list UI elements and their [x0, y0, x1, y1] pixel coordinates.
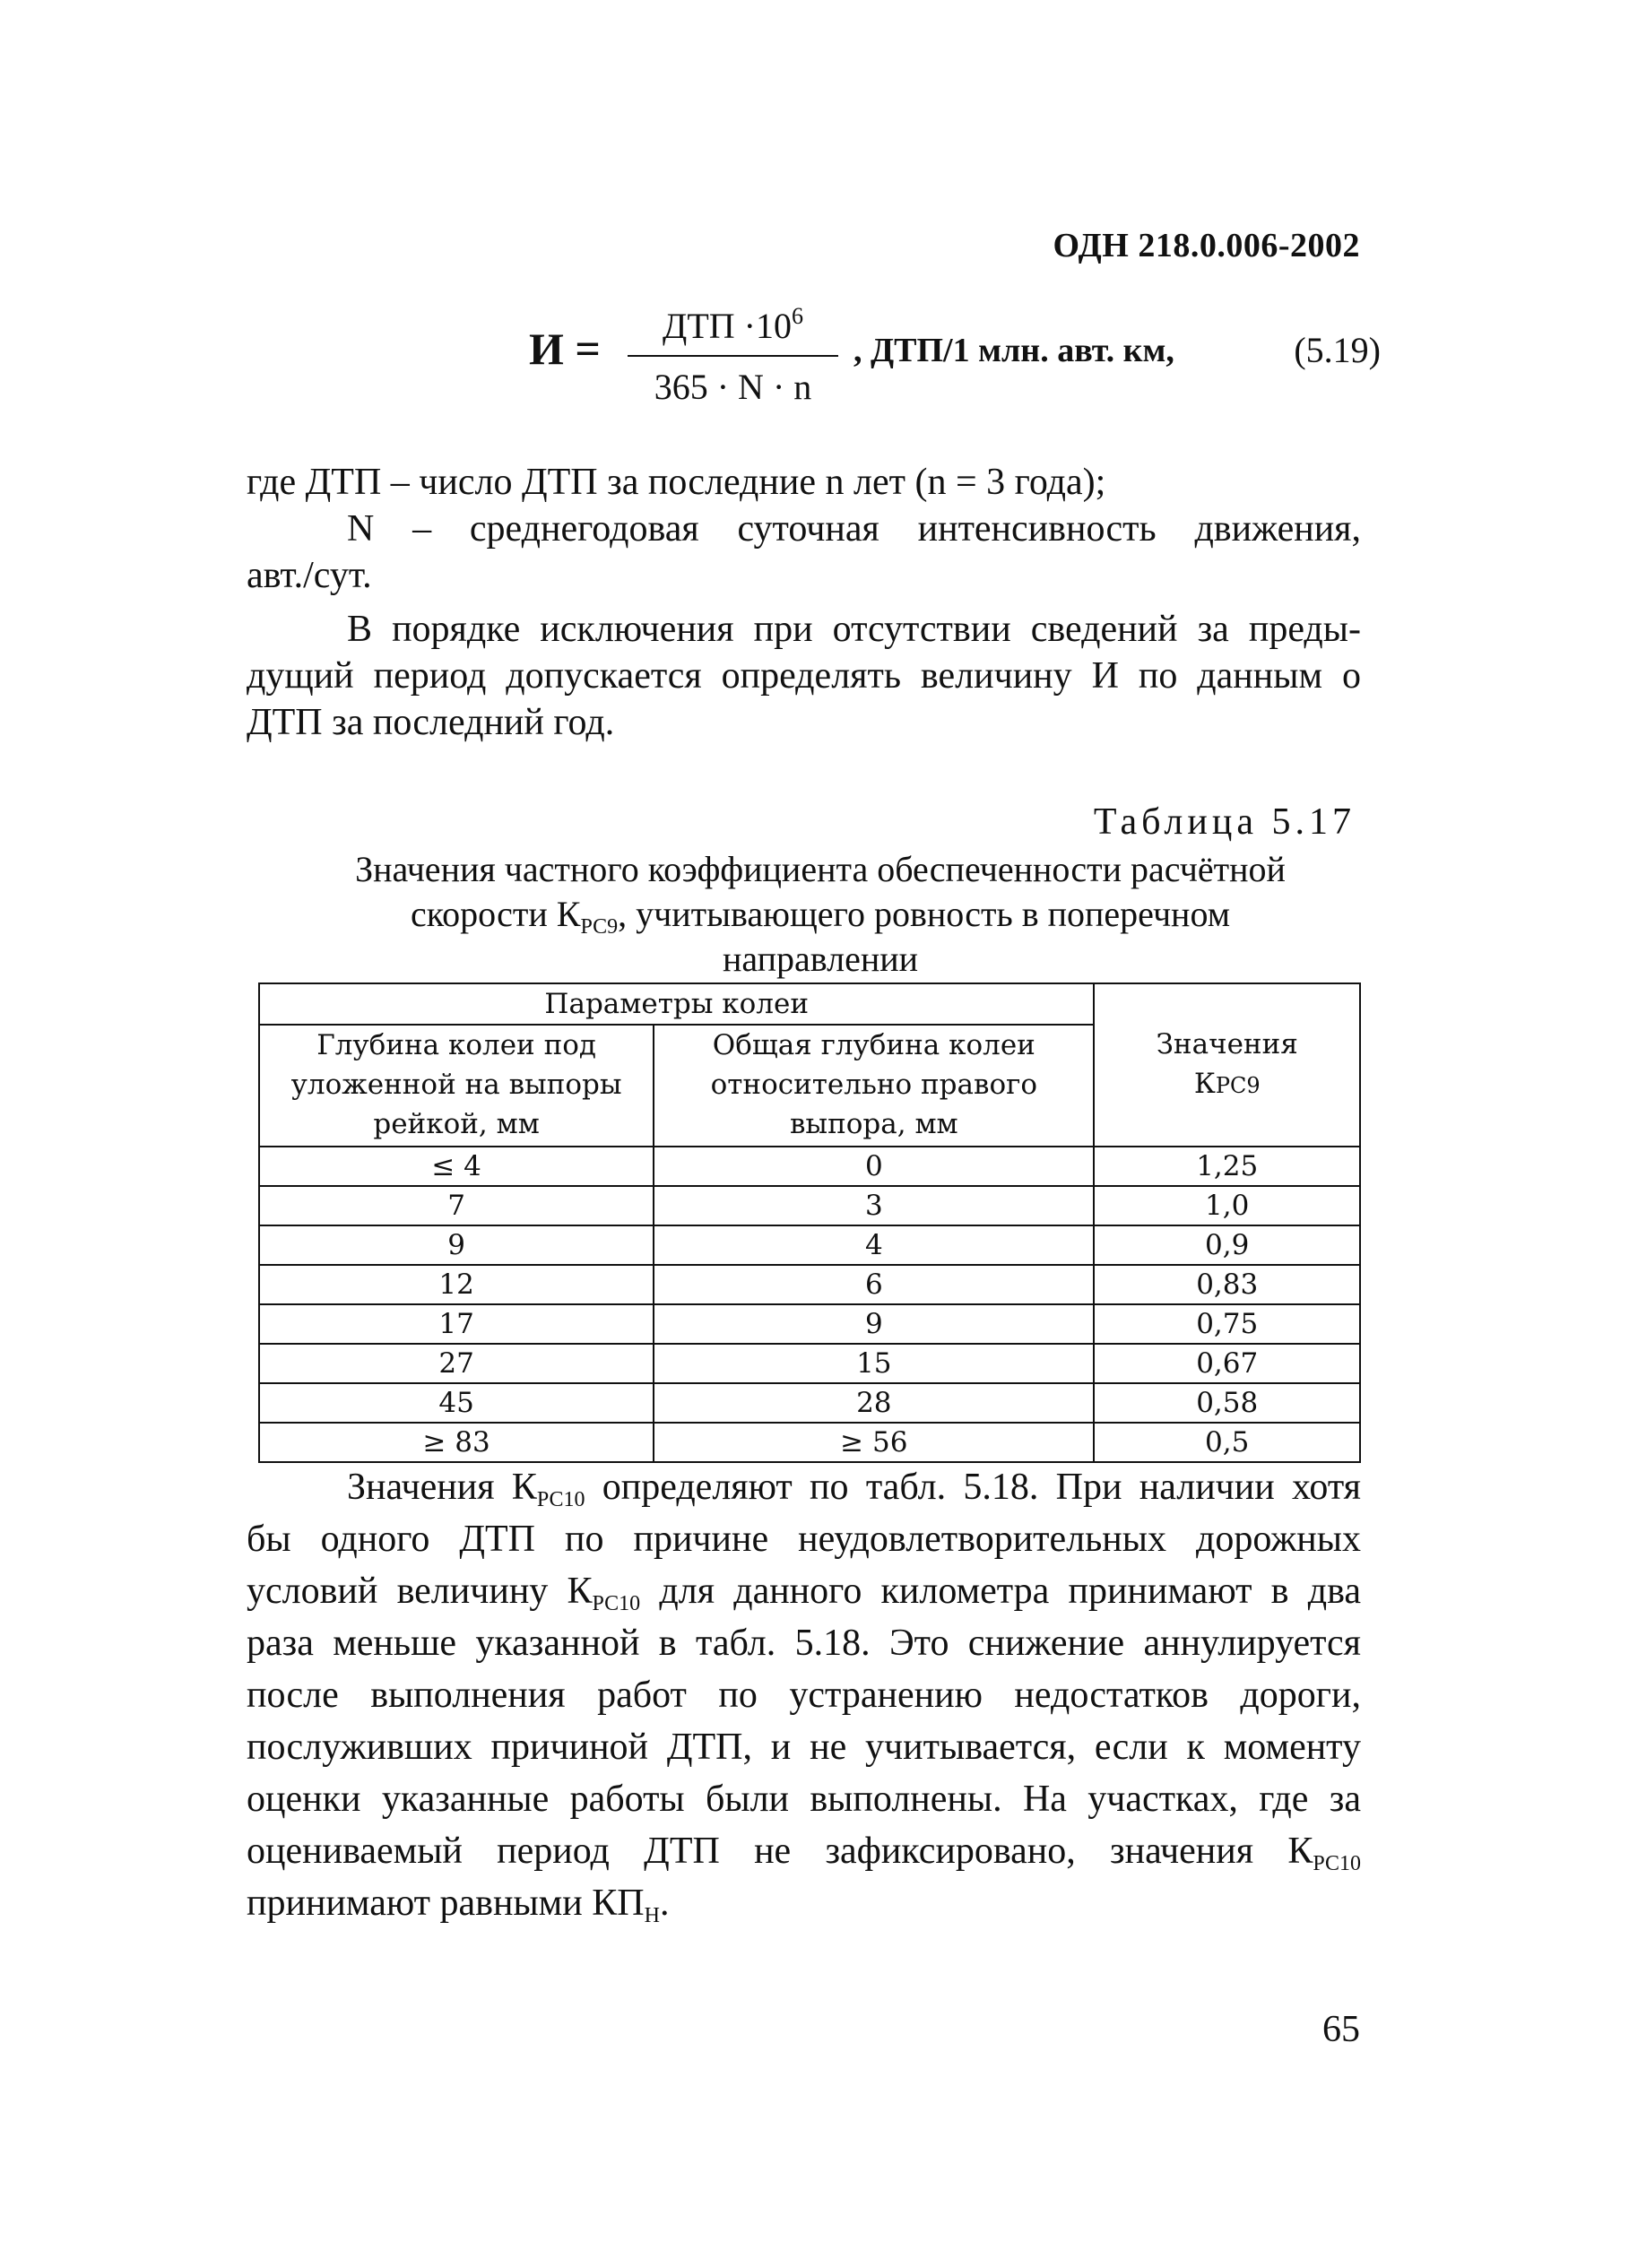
table-caption: Таблица 5.17	[1093, 801, 1356, 843]
table-row: 7 3 1,0	[259, 1186, 1360, 1225]
paragraph-line: раза меньше указанной в табл. 5.18. Это снижение аннулируется	[247, 1623, 1361, 1664]
paragraph-line: после выполнения работ по устранению недостатков дороги,	[247, 1675, 1361, 1716]
formula-number: (5.19)	[1294, 330, 1381, 370]
header-total-rut-depth: Общая глубина колеи относительно правого выпора, мм	[654, 1025, 1094, 1147]
definition-dtp: где ДТП – число ДТП за последние n лет (n = 3 года);	[247, 462, 1106, 503]
definition-n: N – среднегодовая суточная интенсивность движения,	[347, 508, 1361, 550]
paragraph-line: принимают равными $КП_Н$.	[247, 1883, 670, 1927]
table-row: 45 28 0,58	[259, 1383, 1360, 1423]
formula-fraction	[628, 300, 838, 415]
formula-numerator: ДТП $\cdot 10^6$	[663, 303, 803, 346]
definition-n-unit: авт./сут.	[247, 555, 372, 596]
paragraph-line: бы одного ДТП по причине неудовлетворительных дорожных	[247, 1519, 1361, 1560]
table-row: 9 4 0,9	[259, 1225, 1360, 1265]
paragraph-line: оценки указанные работы были выполнены. На участках, где за	[247, 1779, 1361, 1820]
paragraph-line: дущий период допускается определять величину И по данным о	[247, 655, 1361, 697]
table-row: ≤ 4 0 1,25	[259, 1147, 1360, 1186]
table-row: ≥ 83 ≥ 56 0,5	[259, 1423, 1360, 1462]
coefficient-table	[258, 983, 1361, 1463]
paragraph-exception	[247, 606, 1361, 746]
table-row: 17 9 0,75	[259, 1304, 1360, 1344]
header-rut-depth: Глубина колеи под уложенной на выпоры рейкой, мм	[259, 1025, 654, 1147]
table-row: 27 15 0,67	[259, 1344, 1360, 1383]
formula-lhs: И =	[529, 324, 601, 374]
document-code: ОДН 218.0.006-2002	[1053, 227, 1360, 264]
paragraph-line: условий величину $К_{РС10}$ для данного километра принимают в два	[247, 1571, 1361, 1615]
table-row: 12 6 0,83	[259, 1265, 1360, 1304]
formula-denominator: 365 · N · n	[654, 367, 812, 407]
definitions	[247, 459, 1361, 599]
fraction-bar	[628, 355, 838, 357]
paragraph-line: В порядке исключения при отсутствии сведений за преды-	[347, 609, 1361, 650]
table-title	[242, 847, 1399, 982]
page-number: 65	[1322, 2009, 1360, 2050]
paragraph-kpc10	[247, 1461, 1361, 1929]
table-title-line: скорости $К_{РС9}$, учитывающего ровность в поперечном	[410, 894, 1231, 939]
paragraph-line: ДТП за последний год.	[247, 702, 615, 743]
formula-5-19	[529, 300, 1381, 421]
header-values: Значения КРС9	[1094, 983, 1360, 1147]
paragraph-line: Значения $К_{РС10}$ определяют по табл. 5.18. При наличии хотя	[347, 1467, 1361, 1511]
formula-unit: , ДТП/1 млн. авт. км,	[853, 332, 1174, 369]
table-title-line: направлении	[722, 939, 919, 979]
paragraph-line: оцениваемый период ДТП не зафиксировано, значения $К_{РС10}$	[247, 1831, 1361, 1875]
paragraph-line: послуживших причиной ДТП, и не учитывается, если к моменту	[247, 1727, 1361, 1768]
table-title-line: Значения частного коэффициента обеспеченности расчётной	[355, 849, 1286, 889]
header-track-parameters: Параметры колеи	[259, 983, 1094, 1025]
